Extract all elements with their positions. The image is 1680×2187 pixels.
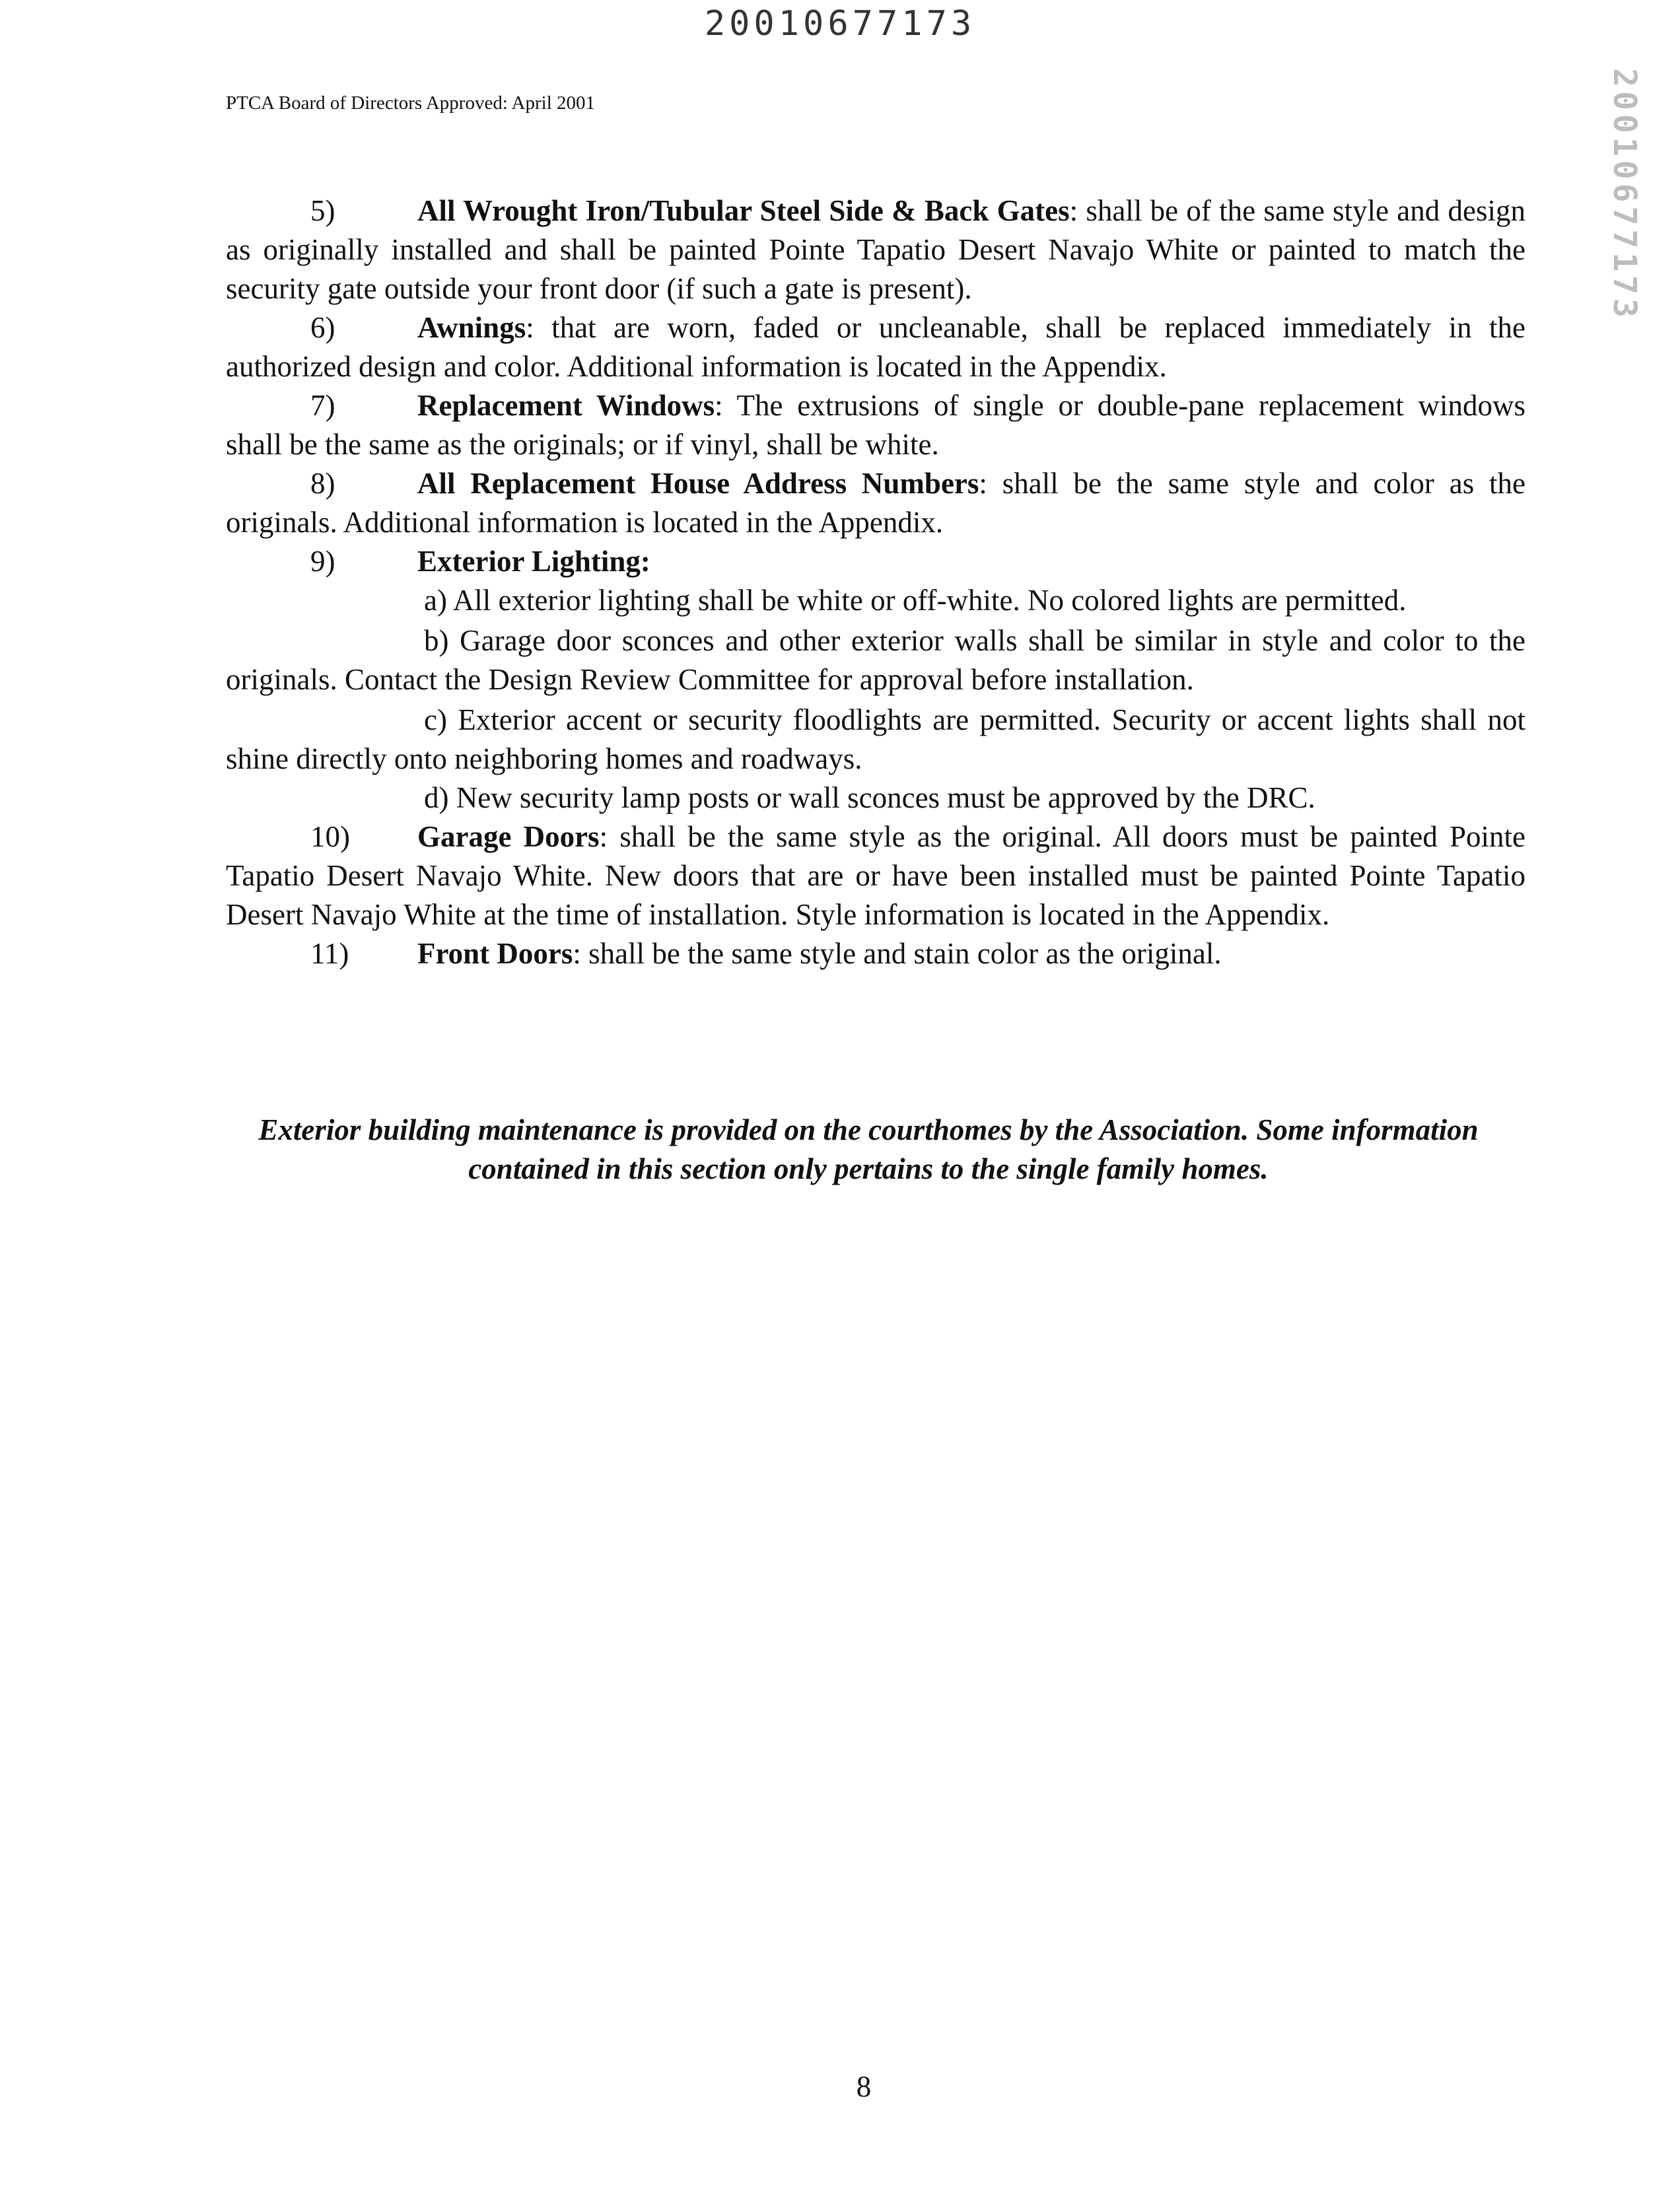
- item-number: 9): [310, 545, 335, 578]
- item-number: 10): [310, 820, 350, 853]
- item-8: [226, 464, 1525, 542]
- document-id: 20010677173: [704, 4, 976, 44]
- lighting-subitem-a: a) All exterior lighting shall be white or off-white. No colored lights are permitted.: [424, 584, 1407, 617]
- document-body: [226, 191, 1525, 973]
- item-title: Awnings: [417, 311, 526, 344]
- closing-note: Exterior building maintenance is provided on the courthomes by the Association. Some information contained in this section only pertains to the single family homes.: [258, 1113, 1479, 1185]
- item-number: 6): [310, 311, 335, 344]
- side-stamp: [1592, 68, 1658, 322]
- item-text: : shall be the same style and color as the originals. Additional information is located in the Appendix.: [226, 467, 1525, 539]
- lighting-subitem-b: b) Garage door sconces and other exterior walls shall be similar in style and color to the originals. Contact the Design Review Committee for approval before installation.: [226, 624, 1525, 696]
- item-title: Exterior Lighting: [417, 545, 641, 578]
- page-number: 8: [856, 2070, 872, 2103]
- side-stamp-text: 20010677173: [1606, 68, 1644, 322]
- item-title: Replacement Windows: [417, 389, 715, 422]
- item-10: [226, 817, 1525, 934]
- item-number: 5): [310, 194, 335, 227]
- item-number: 7): [310, 389, 335, 422]
- lighting-subitem-d: d) New security lamp posts or wall sconces must be approved by the DRC.: [424, 781, 1315, 814]
- item-text: : shall be the same style and stain color as the original.: [573, 937, 1222, 970]
- item-text: : The extrusions of single or double-pane replacement windows shall be the same as the originals; or if vinyl, shall be white.: [226, 389, 1525, 461]
- item-7: [226, 386, 1525, 464]
- approval-header: PTCA Board of Directors Approved: April 2001: [226, 92, 596, 114]
- item-title: Garage Doors: [417, 820, 600, 853]
- item-text: : shall be the same style as the original. All doors must be painted Pointe Tapatio Desert Navajo White. New doors that are or have been installed must be painted Pointe Tapatio Desert Navajo White at the time of installation. Style information is located in the Appendix.: [226, 820, 1525, 931]
- item-number: 11): [310, 937, 349, 970]
- item-title: Front Doors: [417, 937, 573, 970]
- item-9: [226, 542, 1525, 581]
- item-text: : that are worn, faded or uncleanable, shall be replaced immediately in the authorized design and color. Additional information is located in the Appendix.: [226, 311, 1525, 383]
- item-number: 8): [310, 467, 335, 500]
- item-text: : shall be of the same style and design as originally installed and shall be painted Pointe Tapatio Desert Navajo White or painted to match the security gate outside your front door (if such a gate is present).: [226, 194, 1525, 305]
- item-title: All Replacement House Address Numbers: [417, 467, 979, 500]
- item-title: All Wrought Iron/Tubular Steel Side & Back Gates: [417, 194, 1070, 227]
- item-6: [226, 308, 1525, 386]
- item-5: [226, 191, 1525, 308]
- lighting-subitem-c: c) Exterior accent or security floodlights are permitted. Security or accent lights shall not shine directly onto neighboring homes and roadways.: [226, 703, 1525, 775]
- item-text: :: [640, 545, 650, 578]
- item-11: [226, 934, 1525, 973]
